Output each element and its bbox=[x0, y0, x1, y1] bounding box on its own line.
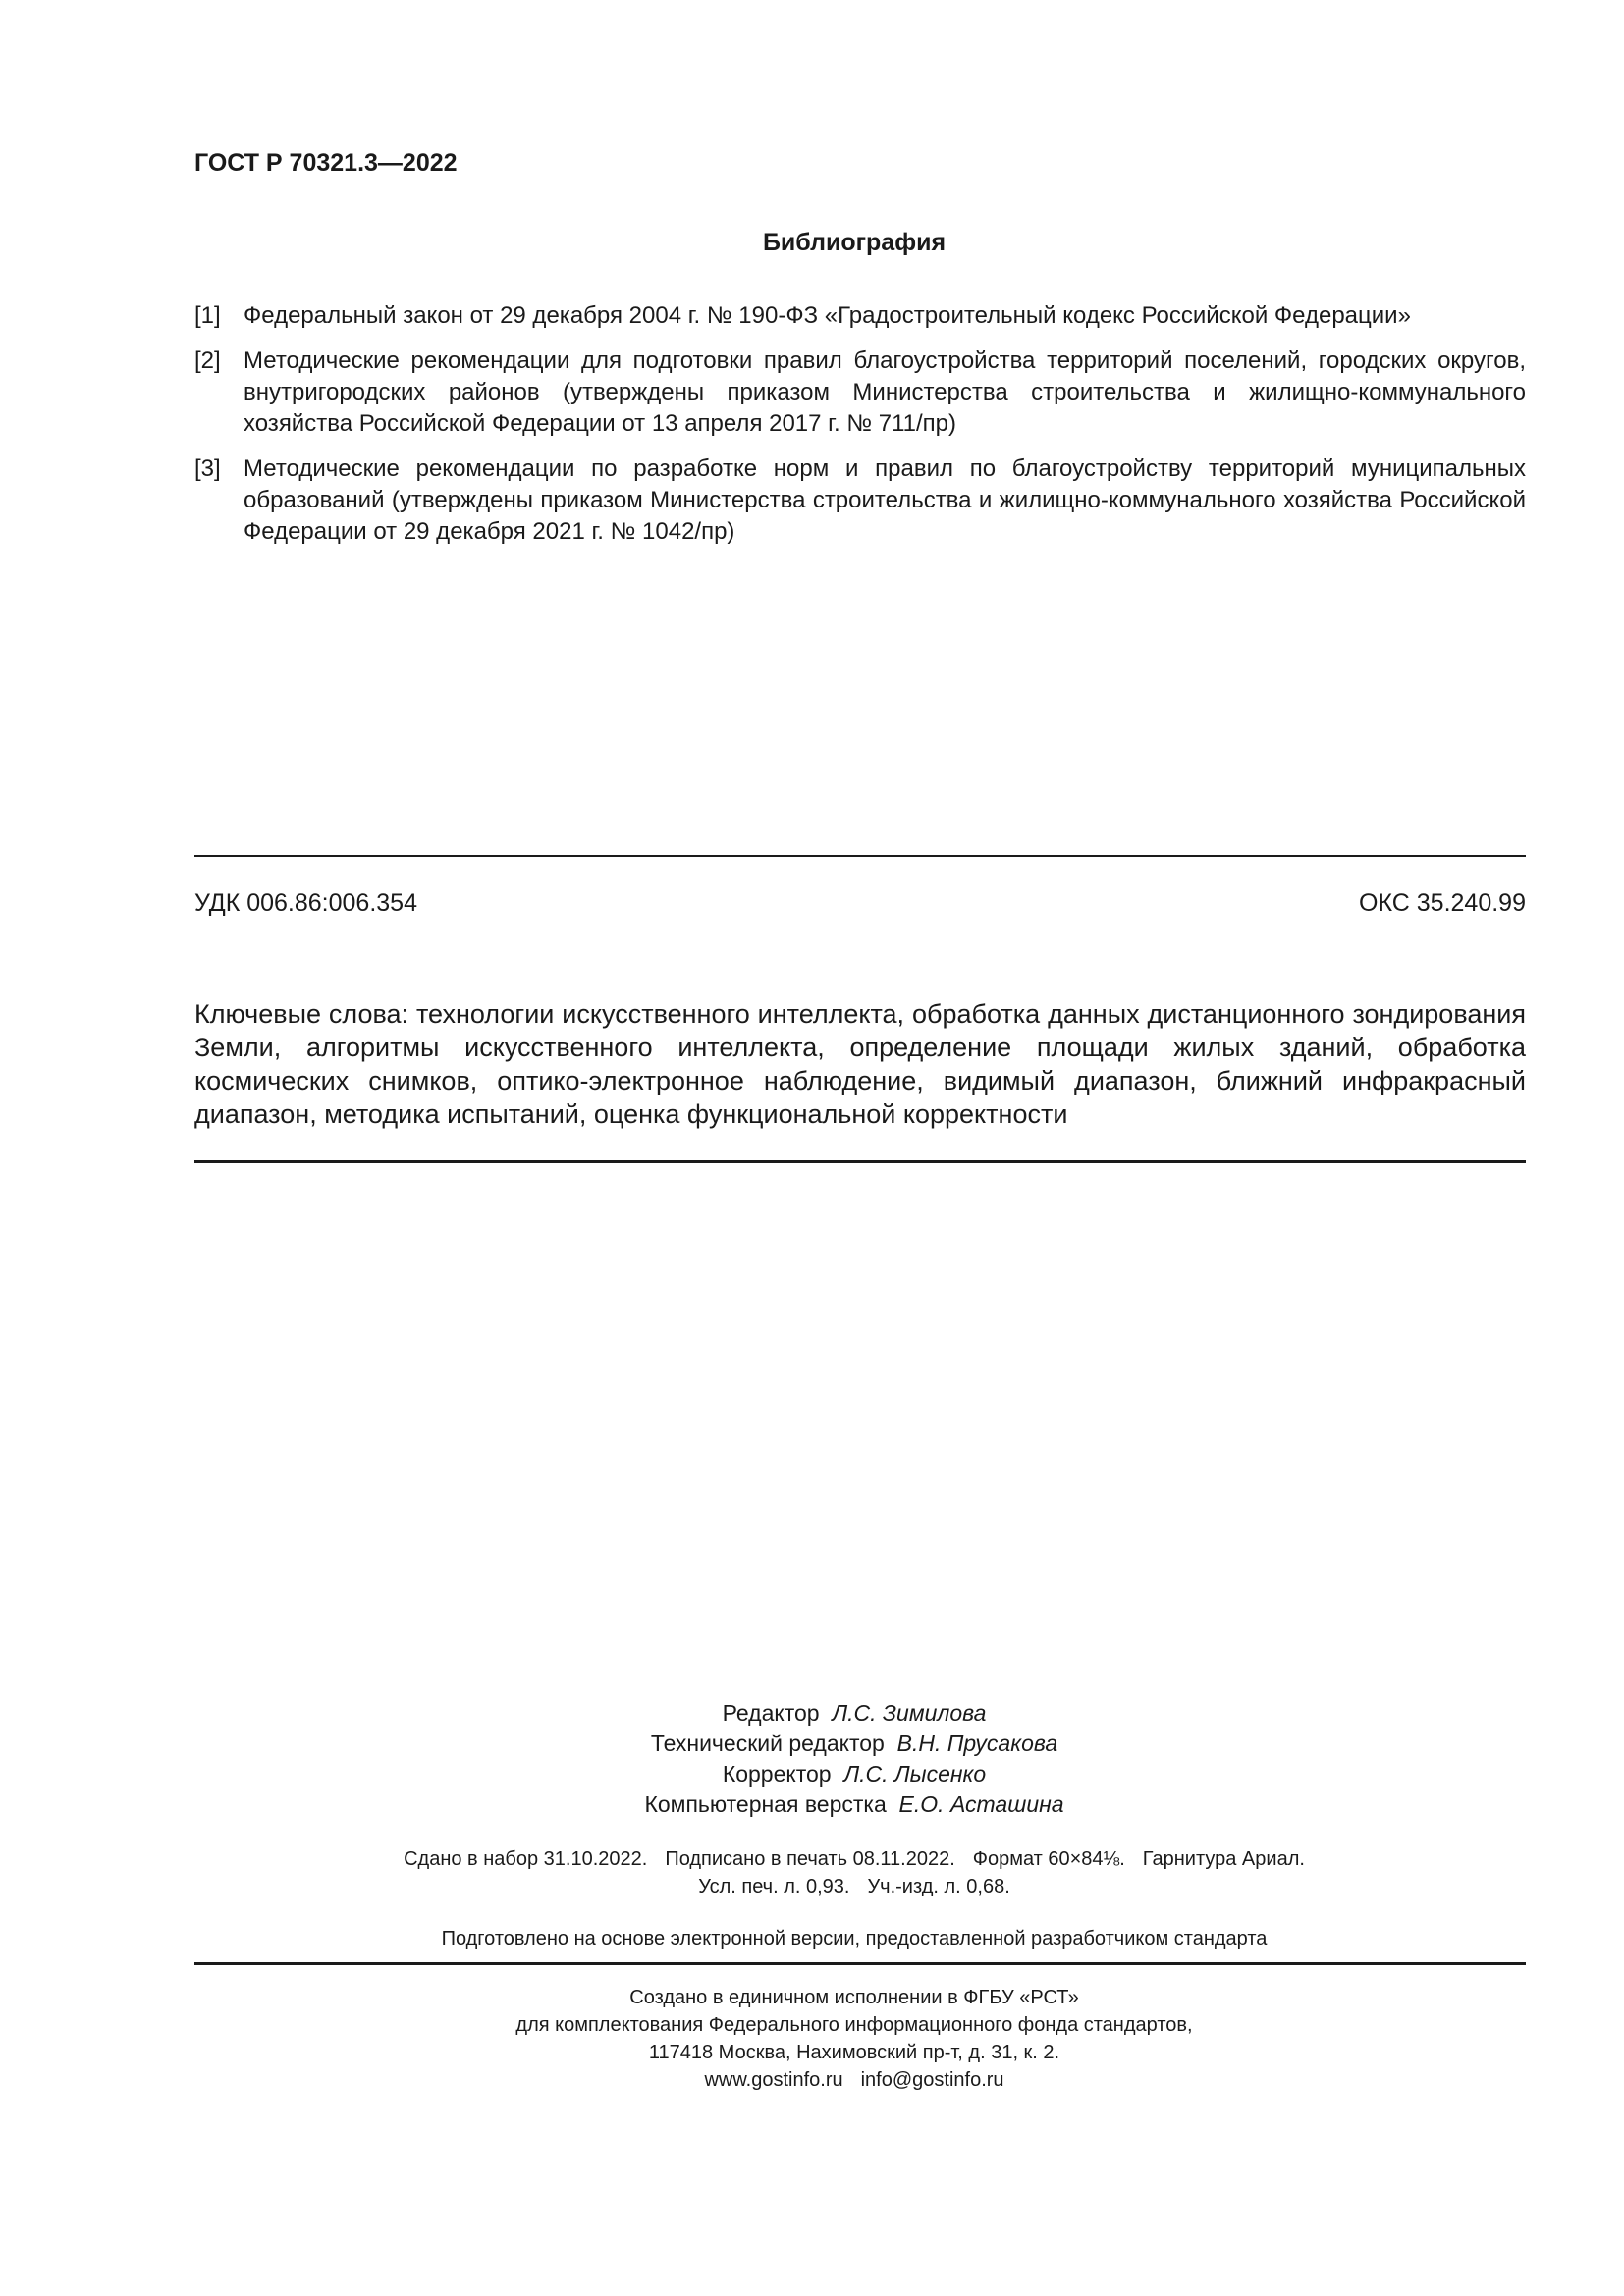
divider-bottom bbox=[194, 1962, 1526, 1965]
email-link[interactable]: info@gostinfo.ru bbox=[860, 2069, 1004, 2091]
credit-role: Компьютерная верстка bbox=[644, 1791, 887, 1817]
contacts-line bbox=[0, 2066, 1624, 2094]
udk-code: УДК 006.86:006.354 bbox=[194, 889, 417, 917]
credit-person: Л.С. Зимилова bbox=[832, 1700, 987, 1726]
credit-role: Редактор bbox=[722, 1700, 820, 1726]
publisher-sheets: Уч.-изд. л. 0,68. bbox=[867, 1876, 1010, 1897]
bibliography-item-number: [3] bbox=[194, 455, 221, 482]
credit-role: Технический редактор bbox=[650, 1731, 885, 1756]
divider-keywords bbox=[194, 1160, 1526, 1163]
print-format: Формат 60×84⅛. bbox=[972, 1848, 1125, 1870]
oks-code: ОКС 35.240.99 bbox=[1359, 889, 1526, 917]
credit-person: Е.О. Асташина bbox=[898, 1791, 1064, 1817]
bibliography-item bbox=[194, 300, 1526, 332]
created-line-2: для комплектования Федерального информационного фонда стандартов, bbox=[515, 2014, 1193, 2036]
bibliography-item-number: [2] bbox=[194, 347, 221, 374]
bibliography-list bbox=[194, 300, 1526, 561]
credits-block bbox=[0, 1698, 1624, 1820]
signed-to-print: Подписано в печать 08.11.2022. bbox=[665, 1848, 955, 1870]
created-info bbox=[0, 1984, 1624, 2094]
typeface: Гарнитура Ариал. bbox=[1142, 1848, 1305, 1870]
created-line-1: Создано в единичном исполнении в ФГБУ «РСТ» bbox=[629, 1987, 1079, 2008]
website-link[interactable]: www.gostinfo.ru bbox=[704, 2069, 843, 2091]
publication-info bbox=[0, 1845, 1624, 1900]
credit-person: В.Н. Прусакова bbox=[896, 1731, 1058, 1756]
credit-editor bbox=[0, 1698, 1624, 1729]
document-code: ГОСТ Р 70321.3—2022 bbox=[194, 149, 458, 177]
credit-layout bbox=[0, 1789, 1624, 1820]
credit-role: Корректор bbox=[722, 1761, 832, 1787]
created-line-3: 117418 Москва, Нахимовский пр-т, д. 31, к. 2. bbox=[648, 2042, 1060, 2063]
bibliography-item-text: Методические рекомендации для подготовки правил благоустройства территорий поселений, городских округов, внутригородских районов (утверждены приказом Министерства строительства и жилищно-коммунального хозяйства Российской Федерации от 13 апреля 2017 г. № 711/пр) bbox=[244, 347, 1526, 437]
publication-line-2 bbox=[0, 1873, 1624, 1900]
bibliography-title: Библиография bbox=[762, 229, 947, 256]
keywords-paragraph: Ключевые слова: технологии искусственного интеллекта, обработка данных дистанционного зондирования Земли, алгоритмы искусственного интеллекта, определение площади жилых зданий, обработка космических снимков, оптико-электронное наблюдение, видимый диапазон, ближний инфракрасный диапазон, методика испытаний, оценка функциональной корректности bbox=[194, 999, 1526, 1129]
print-sheets: Усл. печ. л. 0,93. bbox=[698, 1876, 850, 1897]
credit-person: Л.С. Лысенко bbox=[843, 1761, 987, 1787]
credit-proofreader bbox=[0, 1759, 1624, 1789]
prepared-note: Подготовлено на основе электронной версии, предоставленной разработчиком стандарта bbox=[441, 1928, 1268, 1949]
bibliography-item-number: [1] bbox=[194, 302, 221, 329]
credit-tech-editor bbox=[0, 1729, 1624, 1759]
sent-to-typeset: Сдано в набор 31.10.2022. bbox=[404, 1848, 648, 1870]
divider-top bbox=[194, 855, 1526, 857]
bibliography-item-text: Методические рекомендации по разработке норм и правил по благоустройству территорий муниципальных образований (утверждены приказом Министерства строительства и жилищно-коммунального хозяйства Российской Федерации от 29 декабря 2021 г. № 1042/пр) bbox=[244, 455, 1526, 545]
bibliography-item bbox=[194, 454, 1526, 548]
publication-line-1 bbox=[0, 1845, 1624, 1873]
bibliography-item-text: Федеральный закон от 29 декабря 2004 г. № 190-ФЗ «Градостроительный кодекс Российской Федерации» bbox=[244, 302, 1411, 329]
bibliography-item bbox=[194, 346, 1526, 440]
